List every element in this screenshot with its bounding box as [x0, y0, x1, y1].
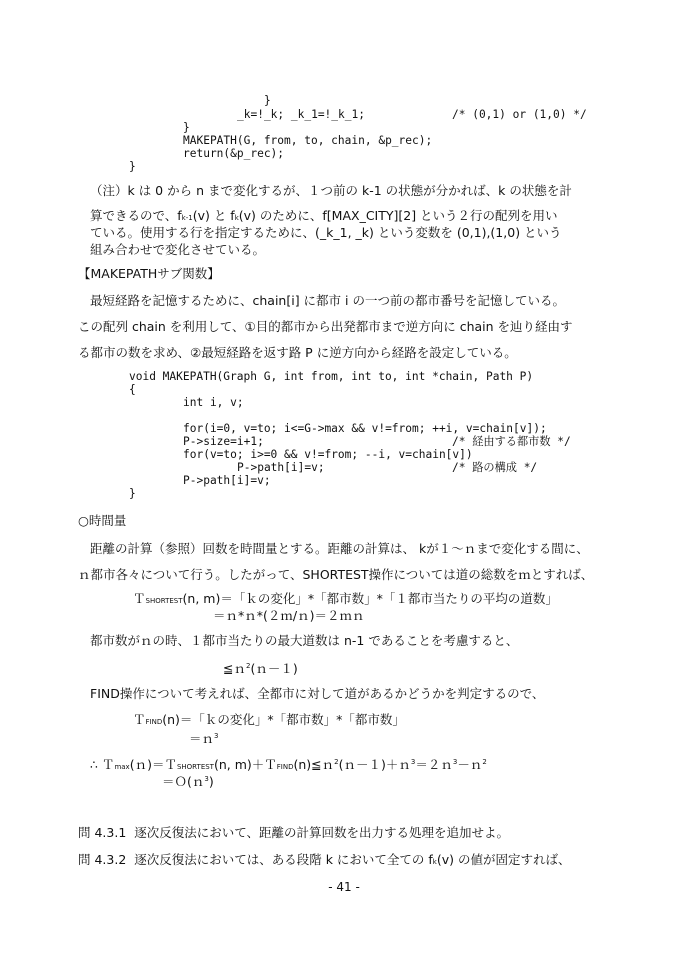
code-line: { — [129, 383, 136, 396]
section-heading: 【MAKEPATHサブ関数】 — [78, 266, 220, 281]
formula-line: ＴFIND(n)＝「ｋの変化」*「都市数」*「都市数」 — [133, 712, 405, 727]
section-heading: ○時間量 — [78, 513, 127, 528]
formula-line: ＝Ｏ(ｎ$^3$) — [162, 774, 214, 789]
code-line: } — [183, 121, 190, 134]
code-line: return(&p_rec); — [183, 147, 285, 160]
code-line: } — [129, 487, 136, 500]
formula-line: ∴ Ｔmax(ｎ)＝ＴSHORTEST(n, m)＋ＴFIND(n)≦ｎ$^2$(ｎ－１)＋ｎ$^3$＝２ｎ$^3$－ｎ$^2$ — [90, 757, 487, 772]
paragraph-line: る都市の数を求め、②最短経路を返す路 P に逆方向から経路を設定している。 — [78, 345, 517, 360]
paragraph-line: この配列 chain を利用して、①目的都市から出発都市まで逆方向に chain を辿り経由す — [78, 319, 573, 334]
code-line: } — [129, 160, 136, 173]
paragraph-line: ｎ都市各々について行う。したがって、SHORTEST操作については道の総数をｍとすれば、 — [78, 567, 594, 582]
code-comment: /* 路の構成 */ — [452, 461, 538, 474]
formula-line: ＝ｎ*ｎ*(２ｍ/ｎ)＝２ｍｎ — [213, 608, 365, 623]
note-line: 算できるので、fk-1(v) と fk(v) のために、f[MAX_CITY][2] という２行の配列を用い — [90, 208, 558, 223]
code-line: void MAKEPATH(Graph G, int from, int to, int *chain, Path P) — [129, 370, 534, 383]
code-line: P->size=i+1; — [183, 435, 264, 448]
exercise-line: 問 4.3.2 逐次反復法においては、ある段階 k において全ての fk(v) の値が固定すれば、 — [78, 852, 571, 867]
code-line: int i, v; — [183, 396, 244, 409]
code-line: P->path[i]=v; — [183, 474, 271, 487]
formula-line: ＝ｎ$^3$ — [189, 731, 219, 746]
note-line: 組み合わせで変化させている。 — [90, 242, 266, 257]
note-line: （注）k は 0 から n まで変化するが、１つ前の k-1 の状態が分かれば、k の状態を計 — [90, 183, 572, 198]
code-comment: /* (0,1) or (1,0) */ — [452, 108, 587, 121]
paragraph-line: 最短経路を記憶するために、chain[i] に都市 i の一つ前の都市番号を記憶している。 — [90, 293, 565, 308]
paragraph-line: FIND操作について考えれば、全都市に対して道があるかどうかを判定するので、 — [90, 686, 545, 701]
exercise-line: 問 4.3.1 逐次反復法において、距離の計算回数を出力する処理を追加せよ。 — [78, 825, 509, 840]
code-line: _k=!_k; _k_1=!_k_1; — [237, 108, 365, 121]
note-line: ている。使用する行を指定するために、(_k_1, _k) という変数を (0,1),(1,0) という — [90, 225, 562, 240]
formula-line: ≦ｎ$^2$(ｎ－１) — [223, 661, 298, 676]
formula-line: ＴSHORTEST(n, m)＝「ｋの変化」*「都市数」*「１都市当たりの平均の道数」 — [133, 591, 558, 606]
code-line: MAKEPATH(G, from, to, chain, &p_rec); — [183, 134, 433, 147]
page-number: - 41 - — [328, 880, 360, 894]
code-line: } — [264, 94, 271, 107]
paragraph-line: 距離の計算（参照）回数を時間量とする。距離の計算は、 kが１～ｎまで変化する間に、 — [90, 541, 589, 556]
code-comment: /* 経由する都市数 */ — [452, 435, 571, 448]
code-line: P->path[i]=v; — [237, 461, 325, 474]
code-line: for(v=to; i>=0 && v!=from; --i, v=chain[v]) — [183, 448, 473, 461]
code-line: for(i=0, v=to; i<=G->max && v!=from; ++i, v=chain[v]); — [183, 422, 547, 435]
paragraph-line: 都市数がｎの時、１都市当たりの最大道数は n-1 であることを考慮すると、 — [90, 633, 519, 648]
